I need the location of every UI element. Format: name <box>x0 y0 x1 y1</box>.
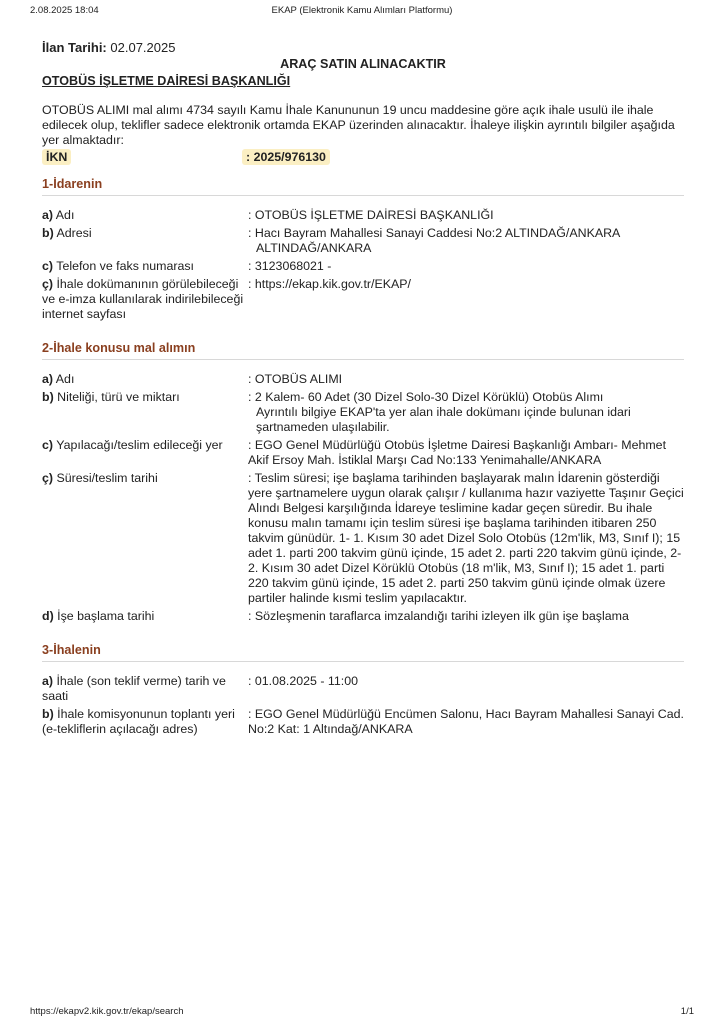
row-letter: a) <box>42 372 54 386</box>
announcement-date <box>42 40 684 55</box>
row-letter: c) <box>42 259 54 273</box>
row-value <box>248 390 684 435</box>
row-value-line: ALTINDAĞ/ANKARA <box>256 241 372 255</box>
print-title: EKAP (Elektronik Kamu Alımları Platformu) <box>271 5 453 16</box>
row-label: Niteliği, türü ve miktarı <box>53 390 180 404</box>
detail-row <box>42 471 684 606</box>
row-value: : 3123068021 - <box>248 259 332 273</box>
detail-row <box>42 226 684 256</box>
ikn-row <box>42 150 684 165</box>
detail-row <box>42 208 684 223</box>
organization-title: OTOBÜS İŞLETME DAİRESİ BAŞKANLIĞI <box>42 74 291 88</box>
row-label: İhale dokümanının görülebileceği ve e-imza kullanılarak indirilebileceği internet sayfası <box>42 277 244 321</box>
section-heading-ihale: 3-İhalenin <box>42 643 684 662</box>
row-label: İşe başlama tarihi <box>53 609 155 623</box>
row-value: : OTOBÜS İŞLETME DAİRESİ BAŞKANLIĞI <box>248 208 494 222</box>
row-label: Adresi <box>53 226 92 240</box>
detail-row <box>42 609 684 624</box>
print-date: 2.08.2025 18:04 <box>30 5 99 16</box>
intro-paragraph: OTOBÜS ALIMI mal alımı 4734 sayılı Kamu İhale Kanununun 19 uncu maddesine göre açık ihale usulü ile ihale edilecek olup, teklifler sadece elektronik ortamda EKAP üzerinden alınacaktır. İhaleye ilişkin ayrıntılı bilgiler aşağıda yer almaktadır: <box>42 103 675 147</box>
row-letter: a) <box>42 674 54 688</box>
row-label: İhale komisyonunun toplantı yeri (e-tekliflerin açılacağı adres) <box>42 707 235 736</box>
row-value[interactable]: : https://ekap.kik.gov.tr/EKAP/ <box>248 277 411 291</box>
announcement-date-label: İlan Tarihi: <box>42 40 107 55</box>
page-title: ARAÇ SATIN ALINACAKTIR <box>280 57 446 71</box>
row-letter: d) <box>42 609 54 623</box>
page-number: 1/1 <box>680 1006 694 1017</box>
detail-row <box>42 277 684 322</box>
ikn-value: : 2025/976130 <box>242 149 330 165</box>
section-heading-mal-alimi: 2-İhale konusu mal alımın <box>42 341 684 360</box>
row-value-line: : Hacı Bayram Mahallesi Sanayi Caddesi No:2 ALTINDAĞ/ANKARA <box>248 226 621 240</box>
row-value: : OTOBÜS ALIMI <box>248 372 343 386</box>
row-letter: c) <box>42 438 54 452</box>
row-letter: ç) <box>42 277 54 291</box>
section-heading-idare: 1-İdarenin <box>42 177 684 196</box>
row-letter: b) <box>42 390 54 404</box>
detail-row <box>42 438 684 468</box>
row-label: İhale (son teklif verme) tarih ve saati <box>42 674 226 703</box>
row-label: Telefon ve faks numarası <box>53 259 194 273</box>
row-letter: ç) <box>42 471 54 485</box>
print-url[interactable]: https://ekapv2.kik.gov.tr/ekap/search <box>30 1006 184 1017</box>
row-value: : 01.08.2025 - 11:00 <box>248 674 358 688</box>
detail-row <box>42 372 684 387</box>
row-value-line: Ayrıntılı bilgiye EKAP'ta yer alan ihale dokümanı içinde bulunan idari şartnameden ulaşılabilir. <box>256 405 631 434</box>
announcement-body <box>42 40 684 740</box>
detail-row <box>42 674 684 704</box>
row-value: : Sözleşmenin taraflarca imzalandığı tarihi izleyen ilk gün işe başlama <box>248 609 629 623</box>
row-value: : EGO Genel Müdürlüğü Otobüs İşletme Dairesi Başkanlığı Ambarı- Mehmet Akif Ersoy Mah. İstiklal Marşı Cad No:133 Yenimahalle/ANKARA <box>248 438 667 467</box>
detail-row <box>42 707 684 737</box>
row-value-line: : 2 Kalem- 60 Adet (30 Dizel Solo-30 Dizel Körüklü) Otobüs Alımı <box>248 390 604 404</box>
row-letter: a) <box>42 208 54 222</box>
row-label: Adı <box>53 208 75 222</box>
row-label: Adı <box>53 372 75 386</box>
row-value: : Teslim süresi; işe başlama tarihinden başlayarak malın İdarenin gösterdiği yere şartnamelere uygun olarak çalışır / kullanıma hazır vaziyette Taşınır Geçici Alındı Belgesi karşılığında İdareye teslimine kadar geçen süredir. Bu ihale konusu malın tamamı için teslim süresi işe başlama tarihinden itibaren 250 takvim günüdür. 1- 1. Kısım 30 adet Dizel Solo Otobüs (12m'lik, M3, Sınıf I); 15 adet 1. parti 200 takvim günü içinde, 15 adet 2. parti 220 takvim günü içinde, 2- 2. Kısım 30 adet Dizel Körüklü Otobüs (18 m'lik, M3, Sınıf I); 15 adet 1. parti 220 takvim günü içinde, 15 adet 2. parti 250 takvim günü içinde olmak üzere partiler halinde kısmi teslim yapılacaktır. <box>248 471 684 605</box>
row-letter: b) <box>42 707 54 721</box>
row-label: Yapılacağı/teslim edileceği yer <box>53 438 223 452</box>
detail-row <box>42 259 684 274</box>
row-value <box>248 226 684 256</box>
row-letter: b) <box>42 226 54 240</box>
row-value: : EGO Genel Müdürlüğü Encümen Salonu, Hacı Bayram Mahallesi Sanayi Cad. No:2 Kat: 1 Altındağ/ANKARA <box>248 707 684 736</box>
announcement-date-value: 02.07.2025 <box>110 40 176 55</box>
detail-row <box>42 390 684 435</box>
ikn-label: İKN <box>42 149 71 165</box>
row-label: Süresi/teslim tarihi <box>53 471 158 485</box>
